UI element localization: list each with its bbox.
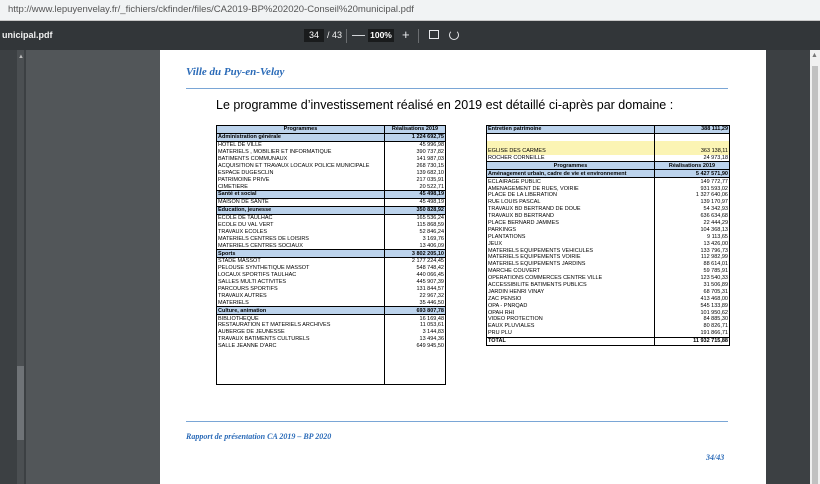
program-value: 68 705,31 xyxy=(655,288,730,295)
program-label: Aménagement urbain, cadre de vie et environnement xyxy=(487,170,655,178)
program-label: RESTAURATION ET MATERIELS ARCHIVES xyxy=(217,322,385,329)
program-value: 88 614,01 xyxy=(655,261,730,268)
zoom-in-button[interactable]: + xyxy=(402,27,410,42)
section-row xyxy=(217,206,446,214)
table-row xyxy=(487,148,730,155)
table-row xyxy=(487,141,730,148)
section-row xyxy=(217,191,446,199)
table-row xyxy=(487,275,730,282)
program-value: 22 967,32 xyxy=(385,292,446,299)
table-row xyxy=(487,254,730,261)
program-value: 390 737,82 xyxy=(385,149,446,156)
table-row xyxy=(217,322,446,329)
footer-rule xyxy=(186,421,728,422)
table-row xyxy=(217,299,446,306)
program-value: 104 368,13 xyxy=(655,226,730,233)
program-label: VIDEO PROTECTION xyxy=(487,316,655,323)
program-label: SALLES MULTI ACTIVITES xyxy=(217,279,385,286)
program-value: 84 885,30 xyxy=(655,316,730,323)
table-row xyxy=(217,315,446,322)
toolbar-divider xyxy=(346,29,347,43)
program-label: LOCAUX SPORTIFS TAULHAC xyxy=(217,272,385,279)
program-label: STADE MASSOT xyxy=(217,258,385,265)
program-value: 45 498,19 xyxy=(385,198,446,206)
table-row xyxy=(487,282,730,289)
program-value: 139 170,97 xyxy=(655,199,730,206)
table-row xyxy=(217,242,446,249)
section-row xyxy=(217,133,446,141)
program-label: AUBERGE DE JEUNESSE xyxy=(217,329,385,336)
program-label: MATERIELS CENTRES SOCIAUX xyxy=(217,242,385,249)
program-label: BATIMENTS COMMUNAUX xyxy=(217,156,385,163)
table-row xyxy=(487,268,730,275)
table-row xyxy=(217,183,446,190)
column-header-programmes: Programmes xyxy=(217,126,385,134)
program-value: 35 446,50 xyxy=(385,299,446,306)
table-row xyxy=(487,178,730,185)
program-label: ECLAIRAGE PUBLIC xyxy=(487,178,655,185)
program-value: 3 144,83 xyxy=(385,329,446,336)
page-number-input[interactable] xyxy=(304,29,324,42)
program-value: 112 982,99 xyxy=(655,254,730,261)
empty-cell xyxy=(217,350,385,385)
program-value: 45 498,19 xyxy=(385,191,446,199)
program-value: 80 826,71 xyxy=(655,323,730,330)
table-row xyxy=(487,226,730,233)
intro-text: Le programme d’investissement réalisé en 2019 est détaillé ci-après par domaine : xyxy=(216,98,674,112)
toolbar-divider xyxy=(418,29,419,43)
program-label: HOTEL DE VILLE xyxy=(217,141,385,148)
table-row xyxy=(487,155,730,162)
program-label: ECOLE DU VAL VERT xyxy=(217,222,385,229)
table-row xyxy=(487,185,730,192)
total-row xyxy=(487,337,730,345)
program-label: OPERATIONS COMMERCES CENTRE VILLE xyxy=(487,275,655,282)
program-label: TOTAL xyxy=(487,337,655,345)
program-label: ZAC PENSIO xyxy=(487,295,655,302)
table-row xyxy=(487,302,730,309)
program-label: PLANTATIONS xyxy=(487,233,655,240)
table-row xyxy=(217,222,446,229)
program-label: MATERIELS , MOBILIER ET INFORMATIQUE xyxy=(217,149,385,156)
url-text[interactable]: http://www.lepuyenvelay.fr/_fichiers/ckfinder/files/CA2019-BP%202020-Conseil%20municipal.pdf xyxy=(8,4,414,15)
section-row xyxy=(487,170,730,178)
table-row xyxy=(217,156,446,163)
program-value: 217 035,91 xyxy=(385,176,446,183)
right-investment-table xyxy=(486,125,730,346)
program-value: 101 950,62 xyxy=(655,309,730,316)
program-label: Sports xyxy=(217,250,385,258)
program-label: PLACE BERNARD JAMMES xyxy=(487,220,655,227)
column-header-realisations: Réalisations 2019 xyxy=(385,126,446,134)
program-value: 3 802 205,10 xyxy=(385,250,446,258)
zoom-level-input[interactable]: 100% xyxy=(368,29,394,42)
program-label: TRAVAUX AUTRES xyxy=(217,292,385,299)
program-value: 165 536,24 xyxy=(385,214,446,221)
program-value: 13 494,36 xyxy=(385,336,446,343)
table-row xyxy=(217,169,446,176)
table-row xyxy=(487,192,730,199)
program-value: 13 406,09 xyxy=(385,242,446,249)
program-value: 9 113,65 xyxy=(655,233,730,240)
program-label: EGLISE DES CARMES xyxy=(487,148,655,155)
table-row xyxy=(487,316,730,323)
program-value: 5 427 571,90 xyxy=(655,170,730,178)
program-label: PARCOURS SPORTIFS xyxy=(217,286,385,293)
table-row xyxy=(487,323,730,330)
program-value: 2 177 224,45 xyxy=(385,258,446,265)
program-value xyxy=(655,141,730,148)
program-value: 268 730,15 xyxy=(385,162,446,169)
program-label: ESPACE DUGESCLIN xyxy=(217,169,385,176)
program-label: RUE LOUIS PASCAL xyxy=(487,199,655,206)
program-label: EAUX PLUVIALES xyxy=(487,323,655,330)
program-label: MAISON DE SANTE xyxy=(217,198,385,206)
program-value: 388 111,29 xyxy=(655,126,730,134)
program-value: 52 846,24 xyxy=(385,228,446,235)
table-row xyxy=(217,235,446,242)
table-row xyxy=(217,198,446,206)
program-label: PLACE DE LA LIBERATION xyxy=(487,192,655,199)
program-value: Réalisations 2019 xyxy=(655,162,730,170)
program-value: 59 785,91 xyxy=(655,268,730,275)
zoom-out-button[interactable]: — xyxy=(352,27,365,42)
table-row xyxy=(217,228,446,235)
program-label: ACCESSIBILITE BATIMENTS PUBLICS xyxy=(487,282,655,289)
program-value: 22 444,29 xyxy=(655,220,730,227)
program-value: 3 169,76 xyxy=(385,235,446,242)
document-header: Ville du Puy-en-Velay xyxy=(186,66,285,78)
program-value xyxy=(655,133,730,140)
program-label: ECOLE DE TAULHAC xyxy=(217,214,385,221)
program-label: ACQUISITION ET TRAVAUX LOCAUX POLICE MUNICIPALE xyxy=(217,162,385,169)
program-value: 413 468,00 xyxy=(655,295,730,302)
table-row xyxy=(487,220,730,227)
table-row xyxy=(487,213,730,220)
program-value: 1 224 692,75 xyxy=(385,133,446,141)
program-label: TRAVAUX ECOLES xyxy=(217,228,385,235)
program-value: 649 945,50 xyxy=(385,343,446,350)
program-value: 445 907,39 xyxy=(385,279,446,286)
document-footer: Rapport de présentation CA 2019 – BP 2020 xyxy=(186,432,332,441)
table-row xyxy=(217,336,446,343)
program-value: 141 987,03 xyxy=(385,156,446,163)
program-label: Santé et social xyxy=(217,191,385,199)
scroll-up-icon[interactable]: ▲ xyxy=(811,52,818,59)
table-row xyxy=(217,292,446,299)
fit-page-icon[interactable] xyxy=(429,30,439,39)
program-label: ROCHER CORNEILLE xyxy=(487,155,655,162)
left-investment-table xyxy=(216,125,446,385)
program-label: Programmes xyxy=(487,162,655,170)
program-value: 149 772,77 xyxy=(655,178,730,185)
program-value: 139 682,10 xyxy=(385,169,446,176)
section-row xyxy=(217,307,446,315)
sidebar-scroll-thumb[interactable] xyxy=(17,366,24,440)
program-label: MATERIELS EQUIPEMENTS VOIRIE xyxy=(487,254,655,261)
table-row xyxy=(217,258,446,265)
program-label: OPAH RHI xyxy=(487,309,655,316)
page-label: 34/43 xyxy=(706,453,725,462)
section-row xyxy=(487,126,730,134)
program-label xyxy=(487,133,655,140)
program-label: Culture, animation xyxy=(217,307,385,315)
program-value: 350 828,92 xyxy=(385,206,446,214)
program-label: JARDIN HENRI VINAY xyxy=(487,288,655,295)
table-row xyxy=(487,288,730,295)
table-row xyxy=(487,247,730,254)
table-row xyxy=(487,133,730,140)
program-label: MATERIELS EQUIPEMENTS JARDINS xyxy=(487,261,655,268)
program-label: AMENAGEMENT DE RUES, VOIRIE xyxy=(487,185,655,192)
program-value: 363 138,11 xyxy=(655,148,730,155)
table-row xyxy=(217,141,446,148)
table-header-row xyxy=(217,126,446,134)
program-label: OPA - PNRQAD xyxy=(487,302,655,309)
pdf-toolbar xyxy=(0,21,820,50)
program-value: 693 807,78 xyxy=(385,307,446,315)
table-row xyxy=(217,149,446,156)
program-label: MATERIELS EQUIPEMENTS VEHICULES xyxy=(487,247,655,254)
table-row xyxy=(487,199,730,206)
document-scroll-thumb[interactable] xyxy=(812,66,818,484)
program-label: TRAVAUX BD BERTRAND DE DOUE xyxy=(487,206,655,213)
program-value: 11 053,61 xyxy=(385,322,446,329)
program-label: Education, jeunesse xyxy=(217,206,385,214)
program-value: 54 342,93 xyxy=(655,206,730,213)
program-value: 115 868,59 xyxy=(385,222,446,229)
program-value: 931 593,02 xyxy=(655,185,730,192)
program-label: JEUX xyxy=(487,240,655,247)
program-value: 548 748,42 xyxy=(385,265,446,272)
section-row xyxy=(217,250,446,258)
address-bar[interactable] xyxy=(0,0,820,21)
program-label: PELOUSE SYNTHETIQUE MASSOT xyxy=(217,265,385,272)
table-row xyxy=(487,309,730,316)
table-row xyxy=(487,261,730,268)
table-row xyxy=(217,214,446,221)
program-value: 16 169,48 xyxy=(385,315,446,322)
program-label: PRU PLU xyxy=(487,330,655,337)
scroll-up-icon[interactable]: ▲ xyxy=(18,54,24,60)
program-value: 191 866,71 xyxy=(655,330,730,337)
table-row xyxy=(217,162,446,169)
pdf-filename: unicipal.pdf xyxy=(2,30,53,40)
page-total: / 43 xyxy=(327,30,343,40)
table-row xyxy=(217,286,446,293)
program-label: TRAVAUX BATIMENTS CULTURELS xyxy=(217,336,385,343)
table-row xyxy=(487,206,730,213)
program-value: 1 327 640,06 xyxy=(655,192,730,199)
program-value: 13 426,00 xyxy=(655,240,730,247)
program-value: 24 973,18 xyxy=(655,155,730,162)
program-label: PARKINGS xyxy=(487,226,655,233)
program-label: MARCHE COUVERT xyxy=(487,268,655,275)
program-value: 440 066,45 xyxy=(385,272,446,279)
program-value: 31 506,89 xyxy=(655,282,730,289)
header-rule xyxy=(186,88,728,89)
program-value: 131 844,57 xyxy=(385,286,446,293)
empty-cell xyxy=(385,350,446,385)
table-row xyxy=(217,176,446,183)
program-value: 545 133,89 xyxy=(655,302,730,309)
program-value: 123 540,33 xyxy=(655,275,730,282)
table-row xyxy=(487,295,730,302)
program-value: 11 932 715,88 xyxy=(655,337,730,345)
program-value: 45 996,98 xyxy=(385,141,446,148)
table-header-row xyxy=(487,162,730,170)
program-value: 20 522,71 xyxy=(385,183,446,190)
program-label: MATERIELS CENTRES DE LOISIRS xyxy=(217,235,385,242)
program-value: 133 796,73 xyxy=(655,247,730,254)
rotate-icon[interactable] xyxy=(449,30,459,40)
table-row xyxy=(217,343,446,350)
program-label: CIMETIERE xyxy=(217,183,385,190)
table-filler xyxy=(217,350,446,385)
table-row xyxy=(217,272,446,279)
program-label: SALLE JEANNE D'ARC xyxy=(217,343,385,350)
program-label: BIBLIOTHEQUE xyxy=(217,315,385,322)
program-label: MATERIELS xyxy=(217,299,385,306)
table-row xyxy=(487,240,730,247)
table-row xyxy=(217,329,446,336)
table-row xyxy=(487,233,730,240)
table-row xyxy=(217,279,446,286)
program-label xyxy=(487,141,655,148)
program-label: Administration générale xyxy=(217,133,385,141)
program-label: Entretien patrimoine xyxy=(487,126,655,134)
table-row xyxy=(487,330,730,337)
program-label: PATRIMOINE PRIVE xyxy=(217,176,385,183)
table-row xyxy=(217,265,446,272)
program-value: 636 634,68 xyxy=(655,213,730,220)
program-label: TRAVAUX BD BERTRAND xyxy=(487,213,655,220)
